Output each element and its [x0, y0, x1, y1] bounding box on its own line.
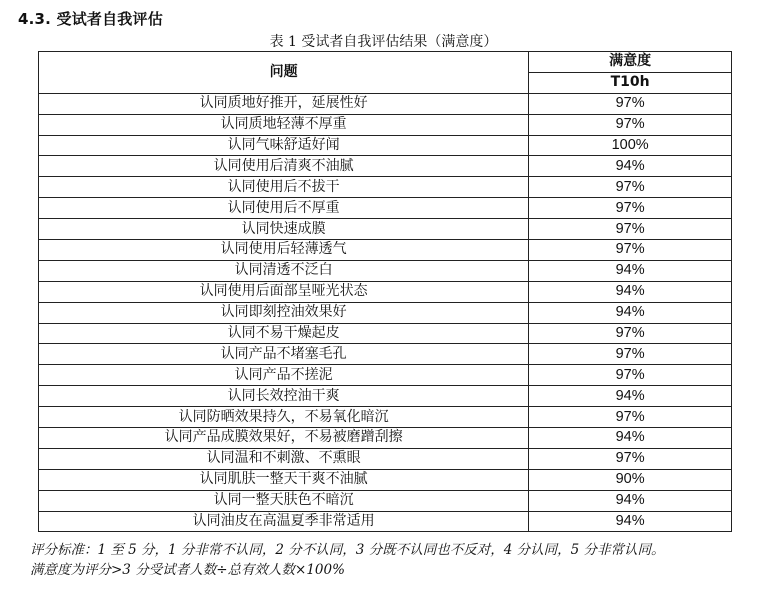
- row-satisfaction-value: 94%: [529, 281, 732, 302]
- row-question: 认同使用后清爽不油腻: [39, 156, 529, 177]
- row-question: 认同产品不搓泥: [39, 365, 529, 386]
- row-satisfaction-value: 97%: [529, 407, 732, 428]
- row-question: 认同油皮在高温夏季非常适用: [39, 511, 529, 532]
- table-row: [39, 302, 732, 323]
- header-satisfaction: 满意度: [529, 52, 732, 73]
- row-question: 认同使用后轻薄透气: [39, 240, 529, 261]
- table-row: [39, 365, 732, 386]
- row-satisfaction-value: 90%: [529, 469, 732, 490]
- results-table: [38, 51, 732, 532]
- table-row: [39, 386, 732, 407]
- table-row: [39, 344, 732, 365]
- table-row: [39, 407, 732, 428]
- table-row: [39, 240, 732, 261]
- row-question: 认同使用后面部呈哑光状态: [39, 281, 529, 302]
- row-satisfaction-value: 97%: [529, 240, 732, 261]
- row-question: 认同产品不堵塞毛孔: [39, 344, 529, 365]
- row-question: 认同肌肤一整天干爽不油腻: [39, 469, 529, 490]
- row-satisfaction-value: 94%: [529, 386, 732, 407]
- row-question: 认同温和不刺激、不熏眼: [39, 448, 529, 469]
- row-satisfaction-value: 97%: [529, 219, 732, 240]
- row-question: 认同清透不泛白: [39, 260, 529, 281]
- table-row: [39, 469, 732, 490]
- row-satisfaction-value: 97%: [529, 323, 732, 344]
- table-row: [39, 114, 732, 135]
- row-satisfaction-value: 94%: [529, 302, 732, 323]
- table-row: [39, 281, 732, 302]
- table-row: [39, 93, 732, 114]
- row-satisfaction-value: 94%: [529, 490, 732, 511]
- satisfaction-formula-note: 满意度为评分>3 分受试者人数÷总有效人数×100%: [30, 562, 345, 578]
- row-satisfaction-value: 94%: [529, 156, 732, 177]
- table-row: [39, 511, 732, 532]
- row-question: 认同使用后不厚重: [39, 198, 529, 219]
- row-question: 认同快速成膜: [39, 219, 529, 240]
- table-row: [39, 156, 732, 177]
- row-satisfaction-value: 100%: [529, 135, 732, 156]
- row-satisfaction-value: 97%: [529, 344, 732, 365]
- row-satisfaction-value: 94%: [529, 428, 732, 449]
- row-question: 认同长效控油干爽: [39, 386, 529, 407]
- table-row: [39, 219, 732, 240]
- scoring-note: 评分标准：1 至 5 分，1 分非常不认同，2 分不认同，3 分既不认同也不反对，4 分认同，5 分非常认同。: [30, 542, 665, 558]
- section-heading: 4.3. 受试者自我评估: [18, 10, 163, 28]
- table-row: [39, 135, 732, 156]
- row-question: 认同不易干燥起皮: [39, 323, 529, 344]
- row-satisfaction-value: 97%: [529, 93, 732, 114]
- row-satisfaction-value: 97%: [529, 114, 732, 135]
- row-satisfaction-value: 94%: [529, 511, 732, 532]
- row-question: 认同一整天肤色不暗沉: [39, 490, 529, 511]
- row-question: 认同防晒效果持久，不易氧化暗沉: [39, 407, 529, 428]
- table-body: [39, 93, 732, 532]
- row-question: 认同质地好推开，延展性好: [39, 93, 529, 114]
- table-row: [39, 490, 732, 511]
- row-question: 认同质地轻薄不厚重: [39, 114, 529, 135]
- header-question: 问题: [39, 52, 529, 94]
- row-satisfaction-value: 97%: [529, 198, 732, 219]
- table-caption: 表 1 受试者自我评估结果（满意度）: [269, 34, 498, 50]
- row-satisfaction-value: 97%: [529, 177, 732, 198]
- table-row: [39, 198, 732, 219]
- table-row: [39, 448, 732, 469]
- row-question: 认同产品成膜效果好，不易被磨蹭刮擦: [39, 428, 529, 449]
- row-satisfaction-value: 97%: [529, 448, 732, 469]
- table-header-row: [39, 52, 732, 73]
- row-satisfaction-value: 94%: [529, 260, 732, 281]
- row-question: 认同气味舒适好闻: [39, 135, 529, 156]
- row-satisfaction-value: 97%: [529, 365, 732, 386]
- header-timepoint: T10h: [529, 72, 732, 93]
- table-row: [39, 260, 732, 281]
- table-row: [39, 428, 732, 449]
- row-question: 认同使用后不拔干: [39, 177, 529, 198]
- row-question: 认同即刻控油效果好: [39, 302, 529, 323]
- table-row: [39, 177, 732, 198]
- table-row: [39, 323, 732, 344]
